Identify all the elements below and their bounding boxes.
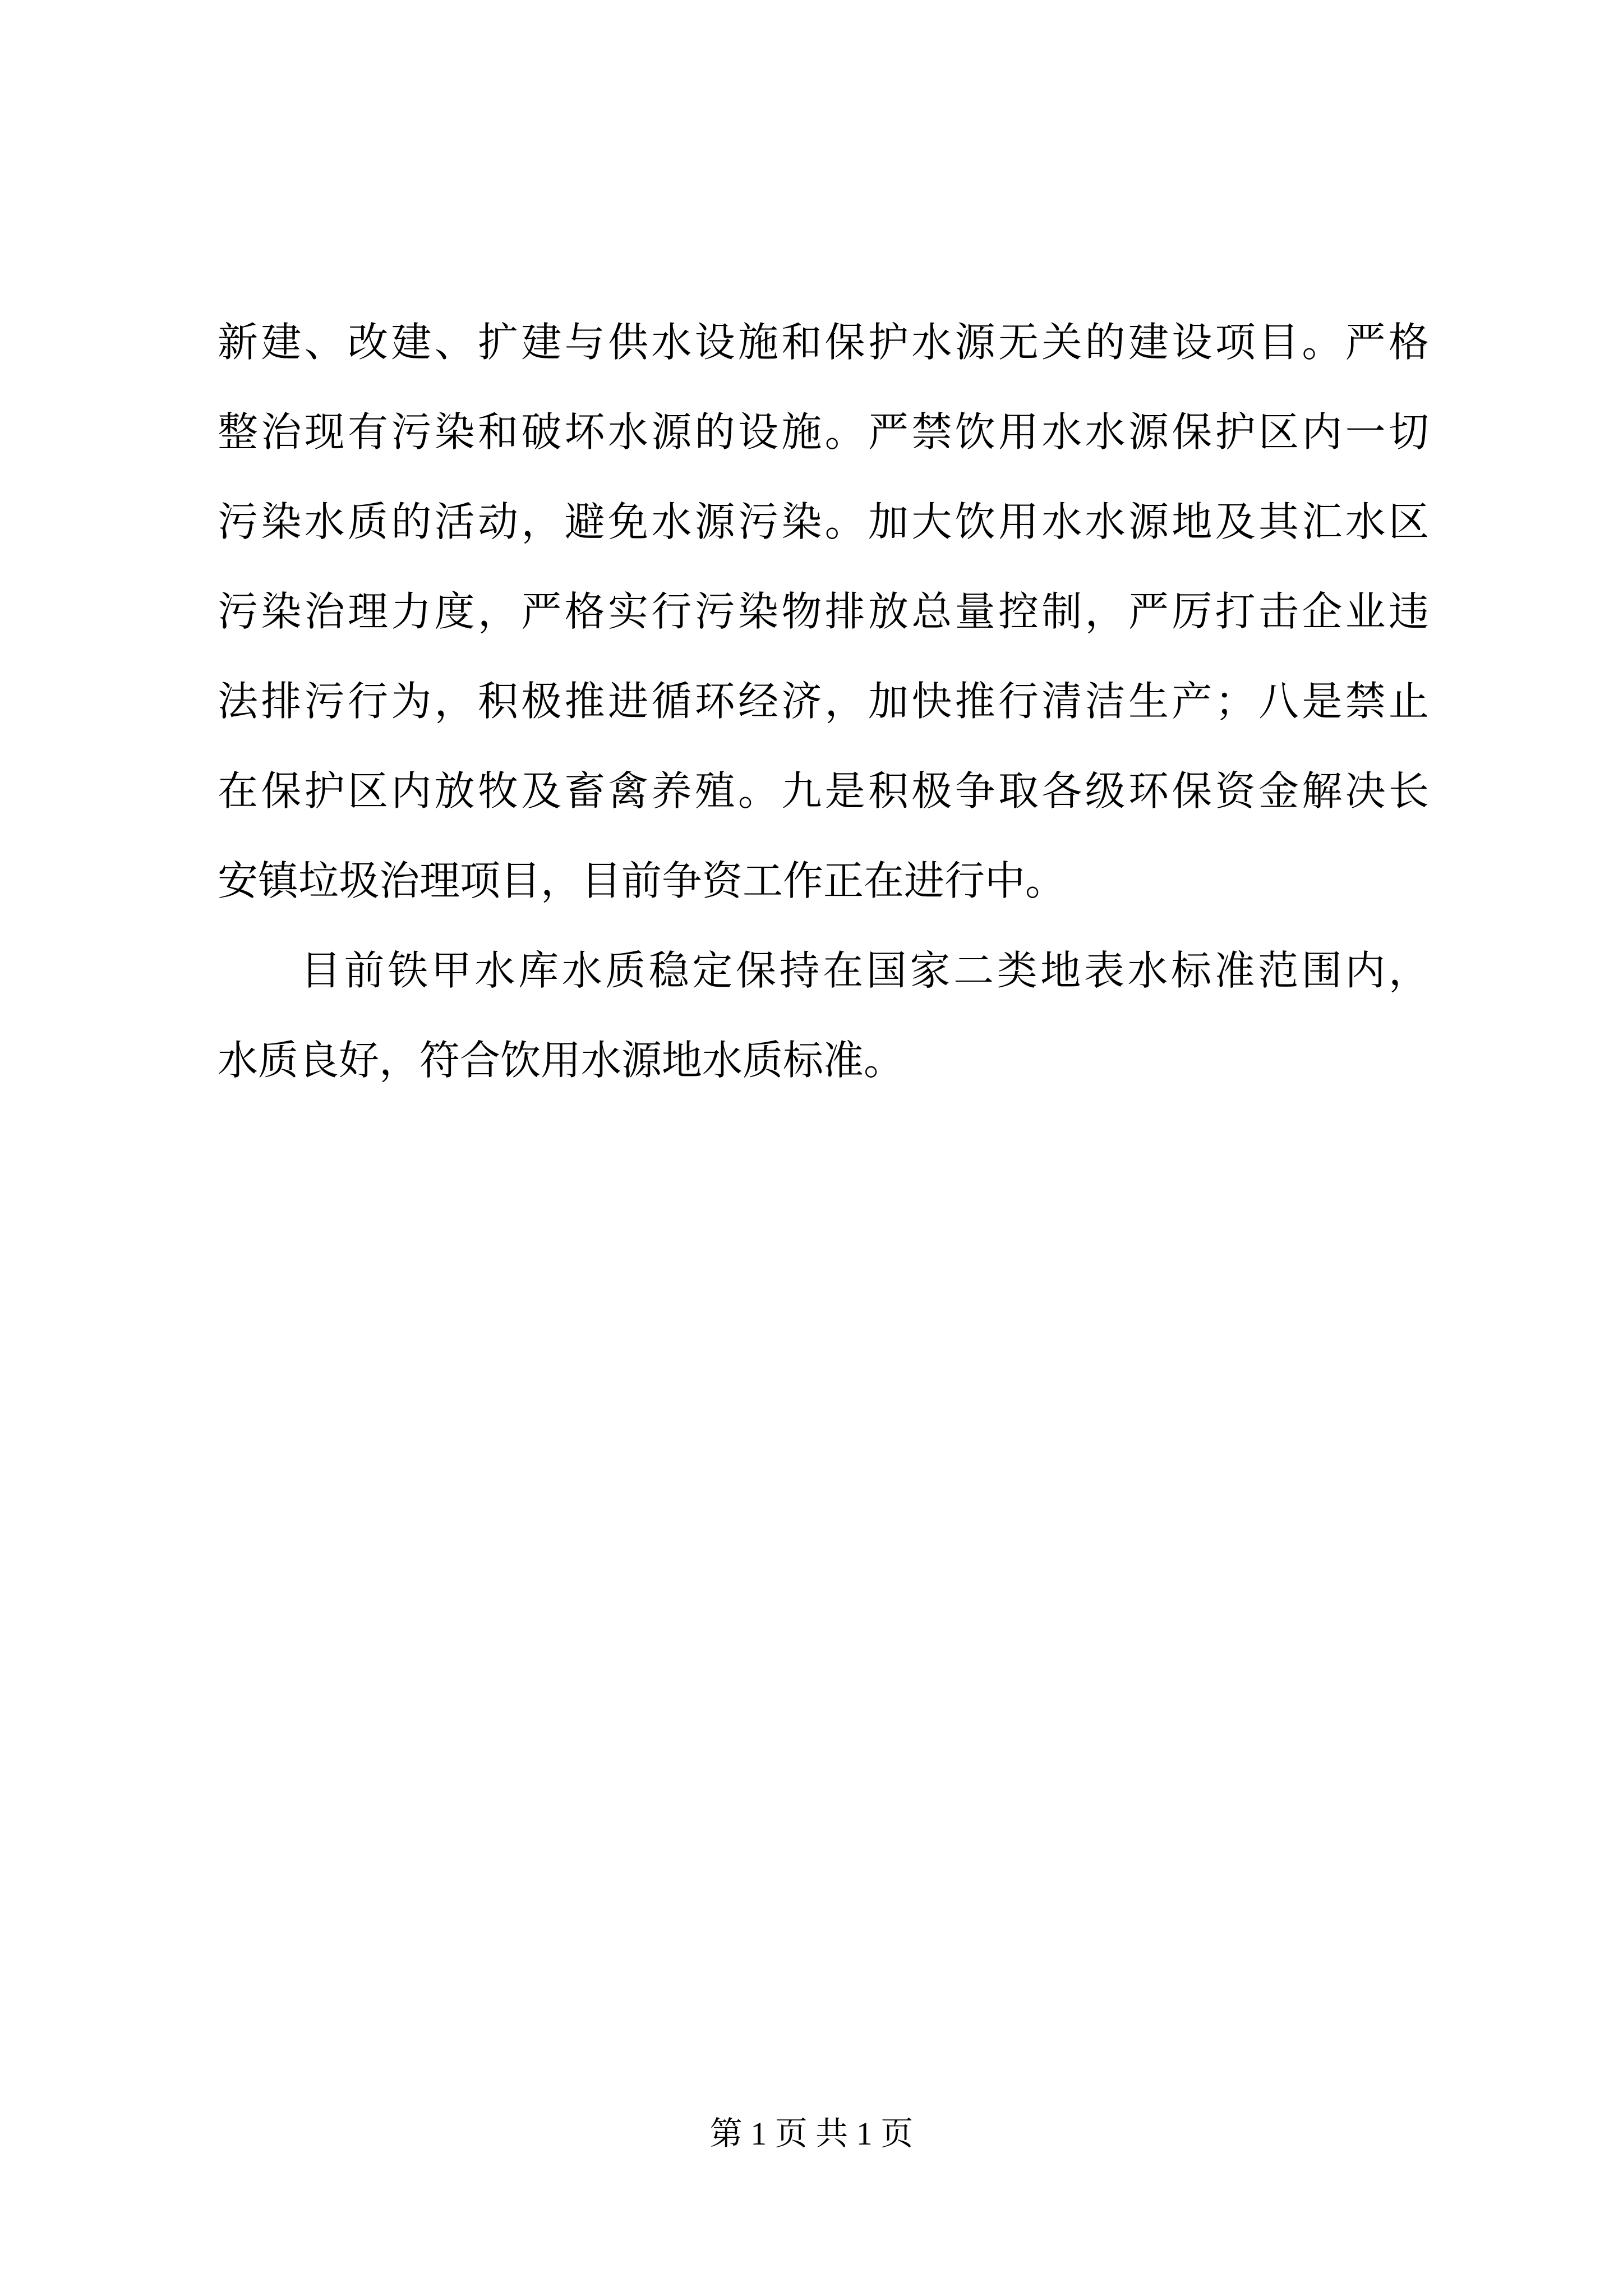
text-line: 法排污行为，积极推进循环经济，加快推行清洁生产；八是禁止 bbox=[218, 678, 1429, 725]
text-line: 污染水质的活动，避免水源污染。加大饮用水水源地及其汇水区 bbox=[218, 498, 1429, 545]
paragraph-2 bbox=[218, 926, 1429, 1105]
text-line: 新建、改建、扩建与供水设施和保护水源无关的建设项目。严格 bbox=[218, 319, 1429, 366]
text-line: 水质良好，符合饮用水源地水质标准。 bbox=[218, 1037, 905, 1084]
page-footer bbox=[0, 2111, 1623, 2156]
text-line: 在保护区内放牧及畜禽养殖。九是积极争取各级环保资金解决长 bbox=[218, 767, 1429, 815]
page-number: 第 1 页 共 1 页 bbox=[709, 2115, 914, 2152]
document-body bbox=[218, 297, 1429, 1105]
text-line: 污染治理力度，严格实行污染物排放总量控制，严厉打击企业违 bbox=[218, 588, 1429, 635]
text-line: 目前铁甲水库水质稳定保持在国家二类地表水标准范围内， bbox=[301, 947, 1429, 994]
text-line: 安镇垃圾治理项目，目前争资工作正在进行中。 bbox=[218, 857, 1066, 904]
paragraph-1 bbox=[218, 297, 1429, 926]
text-line: 整治现有污染和破坏水源的设施。严禁饮用水水源保护区内一切 bbox=[218, 408, 1429, 455]
